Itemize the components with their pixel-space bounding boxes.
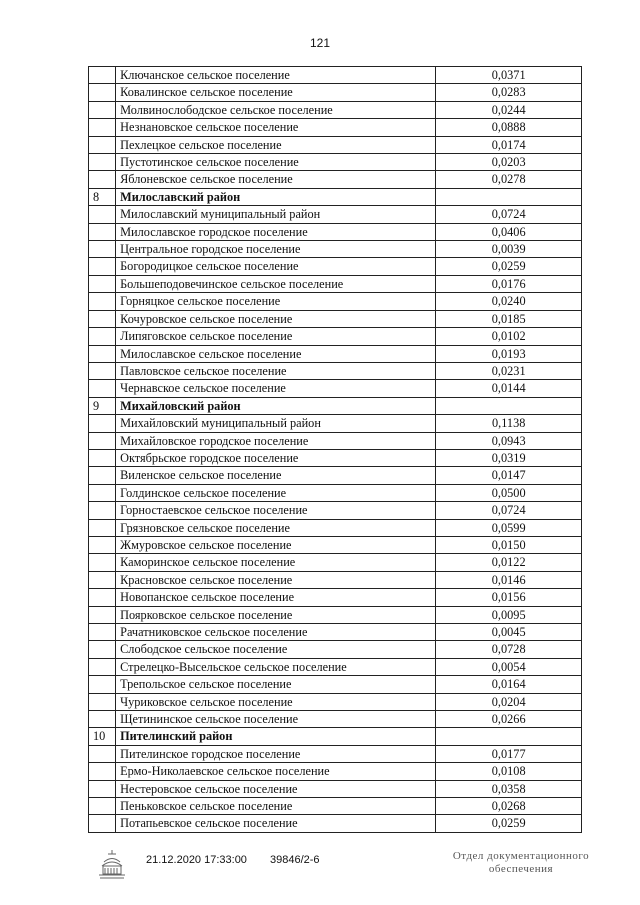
settlement-name: Горняцкое сельское поселение [116, 293, 436, 310]
district-row [89, 397, 582, 414]
coefficient-value: 0,0728 [436, 641, 582, 658]
table-row [89, 519, 582, 536]
settlement-name: Поярковское сельское поселение [116, 606, 436, 623]
district-row [89, 188, 582, 205]
settlement-name: Стрелецко-Высельское сельское поселение [116, 658, 436, 675]
coefficient-value: 0,0174 [436, 136, 582, 153]
row-number [89, 154, 116, 171]
row-number [89, 693, 116, 710]
coefficient-value: 0,0268 [436, 798, 582, 815]
table-row [89, 310, 582, 327]
row-number [89, 798, 116, 815]
table-row [89, 641, 582, 658]
row-number: 10 [89, 728, 116, 745]
table-row [89, 258, 582, 275]
table-row [89, 624, 582, 641]
row-number [89, 241, 116, 258]
table-row [89, 658, 582, 675]
table-row [89, 84, 582, 101]
table-row [89, 206, 582, 223]
table-row [89, 241, 582, 258]
footer-doc-code: 39846/2-6 [270, 854, 320, 866]
coefficient-value: 0,0146 [436, 571, 582, 588]
row-number [89, 328, 116, 345]
document-footer [96, 848, 606, 898]
coefficient-value: 0,0259 [436, 258, 582, 275]
coefficient-value: 0,0599 [436, 519, 582, 536]
row-number [89, 780, 116, 797]
coefficient-value: 0,0406 [436, 223, 582, 240]
row-number [89, 258, 116, 275]
coefficient-value: 0,0156 [436, 589, 582, 606]
settlement-name: Пителинский район [116, 728, 436, 745]
coefficient-value: 0,0724 [436, 206, 582, 223]
row-number [89, 362, 116, 379]
settlement-name: Чуриковское сельское поселение [116, 693, 436, 710]
table-row [89, 67, 582, 84]
coefficient-value [436, 188, 582, 205]
row-number [89, 571, 116, 588]
coefficient-value: 0,0045 [436, 624, 582, 641]
coefficient-value: 0,0358 [436, 780, 582, 797]
settlement-name: Яблоневское сельское поселение [116, 171, 436, 188]
row-number [89, 449, 116, 466]
coefficient-value: 0,0122 [436, 554, 582, 571]
row-number [89, 345, 116, 362]
coefficient-value: 0,0176 [436, 275, 582, 292]
row-number [89, 711, 116, 728]
table-row [89, 171, 582, 188]
table-row [89, 815, 582, 832]
footer-dept-line2: обеспечения [488, 863, 554, 875]
table-row [89, 449, 582, 466]
row-number [89, 502, 116, 519]
table-row [89, 711, 582, 728]
row-number [89, 206, 116, 223]
table-row [89, 101, 582, 118]
coefficient-value: 0,0150 [436, 536, 582, 553]
row-number [89, 658, 116, 675]
settlement-name: Щетининское сельское поселение [116, 711, 436, 728]
settlement-name: Павловское сельское поселение [116, 362, 436, 379]
coefficient-value: 0,0164 [436, 676, 582, 693]
settlement-name: Липяговское сельское поселение [116, 328, 436, 345]
coefficient-value: 0,0177 [436, 745, 582, 762]
settlement-name: Милославский муниципальный район [116, 206, 436, 223]
settlement-name: Михайловский район [116, 397, 436, 414]
row-number [89, 519, 116, 536]
table-row [89, 798, 582, 815]
row-number [89, 84, 116, 101]
row-number [89, 136, 116, 153]
coefficient-value: 0,0319 [436, 449, 582, 466]
coefficient-value: 0,1138 [436, 415, 582, 432]
row-number [89, 119, 116, 136]
settlement-name: Потапьевское сельское поселение [116, 815, 436, 832]
table-row [89, 536, 582, 553]
row-number [89, 624, 116, 641]
coefficient-value: 0,0888 [436, 119, 582, 136]
row-number [89, 676, 116, 693]
coefficient-value: 0,0244 [436, 101, 582, 118]
settlement-name: Пеньковское сельское поселение [116, 798, 436, 815]
table-row [89, 763, 582, 780]
table-row [89, 415, 582, 432]
row-number [89, 815, 116, 832]
table-row [89, 571, 582, 588]
row-number [89, 415, 116, 432]
footer-dept-line1: Отдел документационного [452, 850, 590, 862]
settlement-name: Михайловский муниципальный район [116, 415, 436, 432]
coefficient-value: 0,0259 [436, 815, 582, 832]
coefficient-value [436, 397, 582, 414]
row-number [89, 641, 116, 658]
coefficient-value: 0,0193 [436, 345, 582, 362]
table-row [89, 589, 582, 606]
table-row [89, 780, 582, 797]
row-number [89, 536, 116, 553]
row-number [89, 589, 116, 606]
coefficient-value: 0,0371 [436, 67, 582, 84]
table-row [89, 293, 582, 310]
coefficient-value: 0,0095 [436, 606, 582, 623]
table-row [89, 745, 582, 762]
settlement-name: Пехлецкое сельское поселение [116, 136, 436, 153]
settlement-name: Большеподовечинское сельское поселение [116, 275, 436, 292]
table-row [89, 275, 582, 292]
table-row [89, 119, 582, 136]
footer-date: 21.12.2020 17:33:00 [146, 854, 247, 866]
settlement-name: Голдинское сельское поселение [116, 484, 436, 501]
coefficient-value: 0,0039 [436, 241, 582, 258]
settlement-name: Центральное городское поселение [116, 241, 436, 258]
coefficient-value [436, 728, 582, 745]
row-number [89, 275, 116, 292]
settlement-name: Горностаевское сельское поселение [116, 502, 436, 519]
row-number [89, 67, 116, 84]
table-row [89, 154, 582, 171]
table-row [89, 362, 582, 379]
district-row [89, 728, 582, 745]
table-row [89, 345, 582, 362]
table-row [89, 484, 582, 501]
table-row [89, 328, 582, 345]
settlement-name: Виленское сельское поселение [116, 467, 436, 484]
settlement-name: Слободское сельское поселение [116, 641, 436, 658]
table-row [89, 380, 582, 397]
row-number [89, 554, 116, 571]
settlement-name: Милославское сельское поселение [116, 345, 436, 362]
row-number [89, 171, 116, 188]
coefficient-value: 0,0147 [436, 467, 582, 484]
settlement-name: Октябрьское городское поселение [116, 449, 436, 466]
settlement-name: Рачатниковское сельское поселение [116, 624, 436, 641]
settlement-name: Ковалинское сельское поселение [116, 84, 436, 101]
settlement-name: Милославское городское поселение [116, 223, 436, 240]
coefficient-value: 0,0266 [436, 711, 582, 728]
coefficient-value: 0,0203 [436, 154, 582, 171]
row-number [89, 467, 116, 484]
table-row [89, 693, 582, 710]
row-number [89, 763, 116, 780]
row-number: 9 [89, 397, 116, 414]
page-number: 121 [309, 36, 331, 50]
settlement-name: Незнановское сельское поселение [116, 119, 436, 136]
coefficient-value: 0,0185 [436, 310, 582, 327]
coefficient-value: 0,0108 [436, 763, 582, 780]
coefficient-value: 0,0240 [436, 293, 582, 310]
row-number [89, 484, 116, 501]
settlement-name: Ключанское сельское поселение [116, 67, 436, 84]
row-number [89, 606, 116, 623]
table-row [89, 606, 582, 623]
footer-department-stamp [436, 850, 606, 876]
settlement-name: Жмуровское сельское поселение [116, 536, 436, 553]
table-body [89, 67, 582, 833]
coefficient-value: 0,0500 [436, 484, 582, 501]
coefficient-value: 0,0943 [436, 432, 582, 449]
regional-emblem-icon [96, 848, 128, 882]
settlement-name: Молвинослободское сельское поселение [116, 101, 436, 118]
table-row [89, 223, 582, 240]
settlement-coefficients-table [88, 66, 582, 833]
table-row [89, 502, 582, 519]
coefficient-value: 0,0283 [436, 84, 582, 101]
table-row [89, 432, 582, 449]
row-number [89, 293, 116, 310]
settlement-name: Милославский район [116, 188, 436, 205]
coefficient-value: 0,0278 [436, 171, 582, 188]
settlement-name: Нестеровское сельское поселение [116, 780, 436, 797]
settlement-name: Каморинское сельское поселение [116, 554, 436, 571]
row-number [89, 310, 116, 327]
settlement-name: Красновское сельское поселение [116, 571, 436, 588]
table-row [89, 676, 582, 693]
table-row [89, 554, 582, 571]
row-number [89, 223, 116, 240]
settlement-name: Новопанское сельское поселение [116, 589, 436, 606]
row-number: 8 [89, 188, 116, 205]
row-number [89, 432, 116, 449]
settlement-name: Чернавское сельское поселение [116, 380, 436, 397]
coefficient-value: 0,0144 [436, 380, 582, 397]
table-row [89, 136, 582, 153]
settlement-name: Грязновское сельское поселение [116, 519, 436, 536]
settlement-name: Пустотинское сельское поселение [116, 154, 436, 171]
coefficient-value: 0,0231 [436, 362, 582, 379]
coefficient-value: 0,0204 [436, 693, 582, 710]
coefficient-value: 0,0102 [436, 328, 582, 345]
coefficient-value: 0,0724 [436, 502, 582, 519]
coefficient-value: 0,0054 [436, 658, 582, 675]
settlement-name: Кочуровское сельское поселение [116, 310, 436, 327]
row-number [89, 101, 116, 118]
row-number [89, 745, 116, 762]
table-row [89, 467, 582, 484]
settlement-name: Ермо-Николаевское сельское поселение [116, 763, 436, 780]
settlement-name: Пителинское городское поселение [116, 745, 436, 762]
settlement-name: Трепольское сельское поселение [116, 676, 436, 693]
row-number [89, 380, 116, 397]
settlement-name: Богородицкое сельское поселение [116, 258, 436, 275]
settlement-name: Михайловское городское поселение [116, 432, 436, 449]
